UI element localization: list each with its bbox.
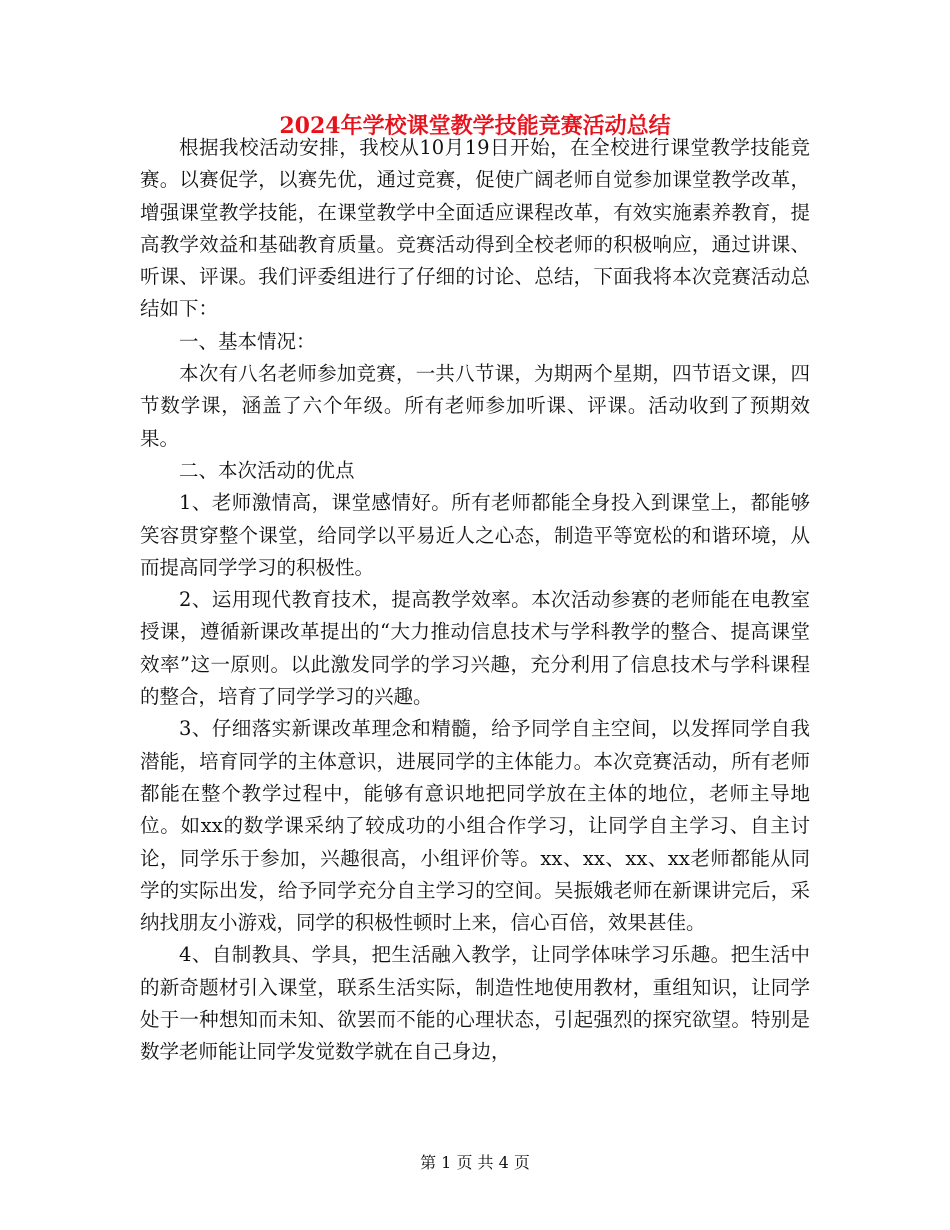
heading-basic-situation: 一、基本情况： [179,329,316,353]
document-body [140,132,810,1069]
paragraph-point-1: 1、老师激情高，课堂感情好。所有老师都能全身投入到课堂上，都能够笑容贯穿整个课堂，给同学以平易近人之心态，制造平等宽松的和谐环境，从而提高同学学习的积极性。 [140,491,810,579]
heading-advantages: 二、本次活动的优点 [179,458,355,482]
paragraph-basic-situation: 本次有八名老师参加竞赛，一共八节课，为期两个星期，四节语文课，四节数学课，涵盖了六个年级。所有老师参加听课、评课。活动收到了预期效果。 [140,362,810,450]
document-title: 2024年学校课堂教学技能竞赛活动总结 [279,113,671,139]
paragraph-intro: 根据我校活动安排，我校从10月19日开始，在全校进行课堂教学技能竞赛。以赛促学，以赛先优，通过竞赛，促使广阔老师自觉参加课堂教学改革，增强课堂教学技能，在课堂教学中全面适应课程改革，有效实施素养教育，提高教学效益和基础教育质量。竞赛活动得到全校老师的积极响应，通过讲课、听课、评课。我们评委组进行了仔细的讨论、总结，下面我将本次竞赛活动总结如下： [140,136,810,321]
paragraph-point-3: 3、仔细落实新课改革理念和精髓，给予同学自主空间，以发挥同学自我潜能，培育同学的主体意识，进展同学的主体能力。本次竞赛活动，所有老师都能在整个教学过程中，能够有意识地把同学放在主体的地位，老师主导地位。如xx的数学课采纳了较成功的小组合作学习，让同学自主学习、自主讨论，同学乐于参加，兴趣很高，小组评价等。xx、xx、xx、xx老师都能从同学的实际出发，给予同学充分自主学习的空间。吴振娥老师在新课讲完后，采纳找朋友小游戏，同学的积极性顿时上来，信心百倍，效果甚佳。 [140,717,810,935]
paragraph-point-2: 2、运用现代教育技术，提高教学效率。本次活动参赛的老师能在电教室授课，遵循新课改革提出的“大力推动信息技术与学科教学的整合、提高课堂效率”这一原则。以此激发同学的学习兴趣，充分利用了信息技术与学科课程的整合，培育了同学学习的兴趣。 [140,588,810,709]
paragraph-point-4: 4、自制教具、学具，把生活融入教学，让同学体味学习乐趣。把生活中的新奇题材引入课堂，联系生活实际，制造性地使用教材，重组知识，让同学处于一种想知而未知、欲罢而不能的心理状态，引起强烈的探究欲望。特别是数学老师能让同学发觉数学就在自己身边， [140,943,810,1064]
page-number-footer: 第 1 页 共 4 页 [420,1153,530,1172]
